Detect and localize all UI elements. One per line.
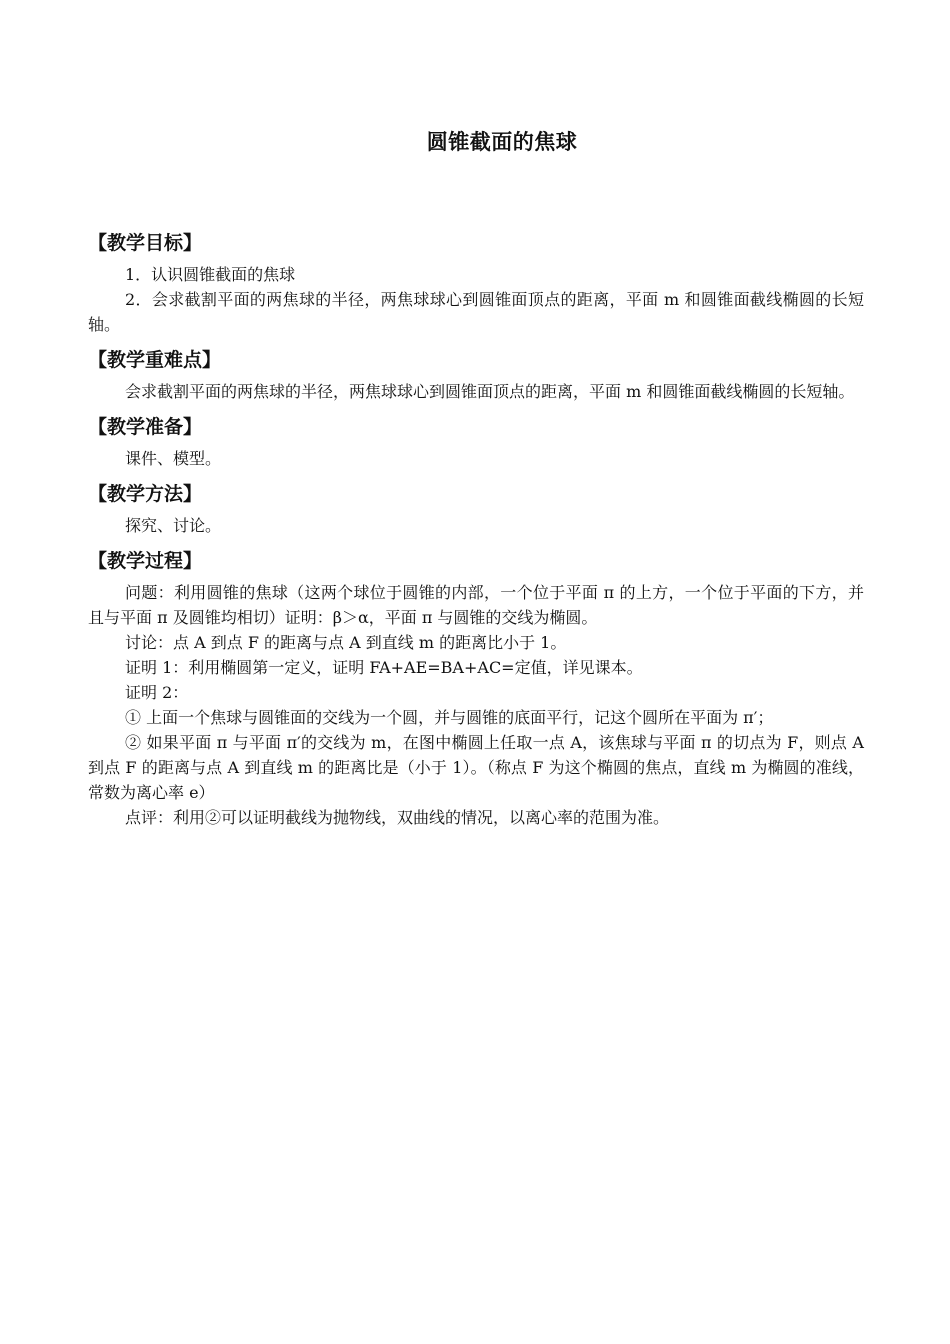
process-paragraph: 证明 1：利用椭圆第一定义，证明 FA+AE=BA+AC=定值，详见课本。 [125, 658, 643, 677]
section-heading: 【教学过程】 [88, 550, 203, 572]
process-paragraph: ② 如果平面 π 与平面 π′的交线为 m，在图中椭圆上任取一点 A，该焦球与平面 π 的切点为 F，则点 A 到点 F 的距离与点 A 到直线 m 的距离比是（小于 1）。（称点 F 为这个椭圆的焦点，直线 m 为椭圆的准线，常数为离心率 e） [88, 733, 864, 802]
section-method [88, 479, 864, 538]
section-heading: 【教学准备】 [88, 416, 203, 438]
section-heading: 【教学方法】 [88, 483, 203, 505]
section-heading: 【教学重难点】 [88, 349, 222, 371]
section-preparation [88, 412, 864, 471]
process-paragraph: 证明 2： [125, 683, 189, 702]
process-paragraph: 点评：利用②可以证明截线为抛物线，双曲线的情况，以离心率的范围为准。 [125, 808, 670, 827]
paragraph: 会求截割平面的两焦球的半径，两焦球球心到圆锥面顶点的距离，平面 m 和圆锥面截线椭圆的长短轴。 [125, 382, 855, 401]
document-body [88, 228, 864, 830]
document-title: 圆锥截面的焦球 [426, 130, 578, 154]
process-paragraph: 问题：利用圆锥的焦球（这两个球位于圆锥的内部，一个位于平面 π 的上方，一个位于平面的下方，并且与平面 π 及圆锥均相切）证明：β＞α，平面 π 与圆锥的交线为椭圆。 [88, 583, 864, 627]
section-heading: 【教学目标】 [88, 232, 203, 254]
process-paragraph: 讨论：点 A 到点 F 的距离与点 A 到直线 m 的距离比小于 1。 [125, 633, 567, 652]
process-paragraph: ① 上面一个焦球与圆锥面的交线为一个圆，并与圆锥的底面平行，记这个圆所在平面为 π′； [125, 708, 774, 727]
objective-item: 2．会求截割平面的两焦球的半径，两焦球球心到圆锥面顶点的距离，平面 m 和圆锥面截线椭圆的长短轴。 [88, 290, 864, 334]
paragraph: 课件、模型。 [125, 449, 222, 468]
section-key-points [88, 345, 864, 404]
paragraph: 探究、讨论。 [125, 516, 222, 535]
objective-item: 1．认识圆锥截面的焦球 [125, 265, 296, 284]
section-process [88, 546, 864, 830]
section-objectives [88, 228, 864, 337]
